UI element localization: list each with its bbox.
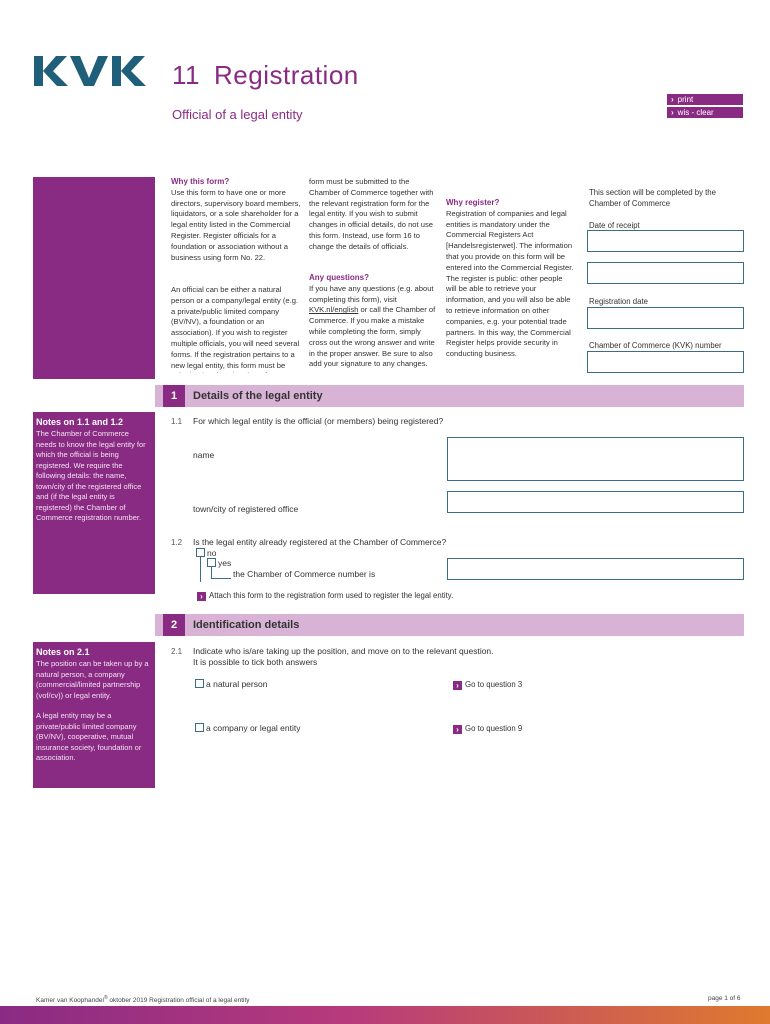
kvk-number-field[interactable] xyxy=(587,351,744,373)
question-1-1-number: 1.1 xyxy=(171,417,183,426)
kvk-logo xyxy=(34,52,152,90)
company-checkbox[interactable] xyxy=(195,723,204,732)
tree-line xyxy=(200,556,201,582)
goto-question-9: › Go to question 9 xyxy=(453,724,522,734)
why-form-heading: Why this form? xyxy=(171,177,230,186)
chevron-right-icon: › xyxy=(671,95,674,104)
tree-line xyxy=(211,578,231,579)
legal-entity-name-field[interactable] xyxy=(447,437,744,481)
arrow-right-icon: › xyxy=(453,725,462,734)
page-subtitle: Official of a legal entity xyxy=(172,107,303,122)
attach-note: › Attach this form to the registration form used to register the legal entity. xyxy=(197,591,453,601)
notes-2-sidebar xyxy=(33,642,155,788)
question-1-1-text: For which legal entity is the official (or members) being registered? xyxy=(193,416,444,426)
notes-1-text: The Chamber of Commerce needs to know the legal entity for which the official is being registered. We require the following details: the name, town/city of the registered office and (if the legal entity is registered) the Chamber of Commerce registration number. xyxy=(36,429,146,522)
goto-question-3: › Go to question 3 xyxy=(453,680,522,690)
registration-date-field[interactable] xyxy=(587,307,744,329)
intro-column-1 xyxy=(171,177,301,271)
question-1-2-text: Is the legal entity already registered at the Chamber of Commerce? xyxy=(193,537,447,547)
chevron-right-icon: › xyxy=(671,108,674,117)
footer-left: Kamer van Koophandel® oktober 2019 Registration official of a legal entity xyxy=(36,995,250,1005)
question-2-1-line-2: It is possible to tick both answers xyxy=(193,657,318,667)
notes-2-text-2: A legal entity may be a private/public limited company (BV/NV), cooperative, mutual insurance society, foundation or association. xyxy=(36,711,142,762)
section-2-number: 2 xyxy=(163,614,185,636)
clear-button[interactable]: › wis - clear xyxy=(667,107,743,118)
option-company[interactable]: a company or legal entity xyxy=(195,723,301,733)
option-no[interactable]: no xyxy=(196,548,216,558)
why-form-text: Use this form to have one or more directors, supervisory board members, liquidators, or a sole shareholder for a legal entity listed in the Commercial Register. Register officials for a foundation or association without a business using form No. 22. xyxy=(171,187,301,262)
official-text: An official can be either a natural person or a company/legal entity (e.g. a private/public limited company (BV/NV), a foundation or an association). If you wish to register multiple officials, you will need several forms. If the registration pertains to a new legal entity, this form must be xyxy=(171,285,300,370)
why-register-heading: Why register? xyxy=(446,198,500,207)
notes-1-heading: Notes on 1.1 and 1.2 xyxy=(36,417,124,427)
questions-text: If you have any questions (e.g. about completing this form), visit KVK.nl/english or call the Chamber of Commerce. If you make a mistake while completing the form, simply cross out the wrong answer and write in the proper answer. Be sure to also add your signature to any changes. xyxy=(309,283,436,369)
name-label: name xyxy=(193,450,215,460)
questions-heading: Any questions? xyxy=(309,273,370,282)
form-title: Registration xyxy=(214,60,359,90)
official-text-block xyxy=(171,285,301,381)
notes-2-heading: Notes on 2.1 xyxy=(36,647,90,657)
bottom-brand-strip xyxy=(0,1006,770,1024)
question-1-2-number: 1.2 xyxy=(171,538,183,547)
section-1-number: 1 xyxy=(163,385,185,407)
intro-column-2 xyxy=(309,177,437,378)
town-city-field[interactable] xyxy=(447,491,744,513)
question-2-1-number: 2.1 xyxy=(171,647,183,656)
intro-sidebar xyxy=(33,177,155,379)
kvk-link[interactable]: KVK.nl/english xyxy=(309,305,359,315)
notes-2-text-1: The position can be taken up by a natural person, a company (commercial/limited partnership (vof/cv)) or legal entity. xyxy=(36,659,149,700)
section-1-title: Details of the legal entity xyxy=(193,390,323,402)
chamber-number-field[interactable] xyxy=(447,558,744,580)
notes-1-sidebar xyxy=(33,412,155,594)
receipt-extra-field[interactable] xyxy=(587,262,744,284)
form-number: 11 xyxy=(172,60,200,90)
kvk-number-label: Chamber of Commerce (KVK) number xyxy=(589,341,722,350)
option-natural-person[interactable]: a natural person xyxy=(195,679,267,689)
why-register-text: Registration of companies and legal entities is mandatory under the Commercial Registers Act [Handelsregisterwet]. The information that you provide on this form will be entered into the Commercial Register. The register is public: other people will be able to retrieve your information, and you will also be able to retrieve information on other companies, e.g. your potential trade partners. In this way, the Commercial Register helps provide security in conducting business. xyxy=(446,208,574,359)
section-2-title: Identification details xyxy=(193,619,300,631)
option-yes[interactable]: yes xyxy=(207,558,231,568)
tree-line xyxy=(211,566,212,578)
official-text-cont: form must be submitted to the Chamber of Commerce together with the relevant registration form for the legal entity. If you wish to submit changes in official details, do not use this form. Instead, use form 16 to change the details of officials. xyxy=(309,177,434,251)
office-note: This section will be completed by the Chamber of Commerce xyxy=(589,188,716,208)
arrow-right-icon: › xyxy=(197,592,206,601)
page-indicator: page 1 of 6 xyxy=(708,995,741,1002)
natural-person-checkbox[interactable] xyxy=(195,679,204,688)
page-title xyxy=(172,60,359,91)
print-button[interactable]: › print xyxy=(667,94,743,105)
town-label: town/city of registered office xyxy=(193,504,299,514)
date-of-receipt-field[interactable] xyxy=(587,230,744,252)
registration-date-label: Registration date xyxy=(589,297,648,306)
intro-column-3 xyxy=(446,177,574,368)
question-2-1-line-1: Indicate who is/are taking up the position, and move on to the relevant question. xyxy=(193,646,494,656)
receipt-label: Date of receipt xyxy=(589,221,640,230)
arrow-right-icon: › xyxy=(453,681,462,690)
kvk-number-prompt: the Chamber of Commerce number is xyxy=(233,569,376,579)
